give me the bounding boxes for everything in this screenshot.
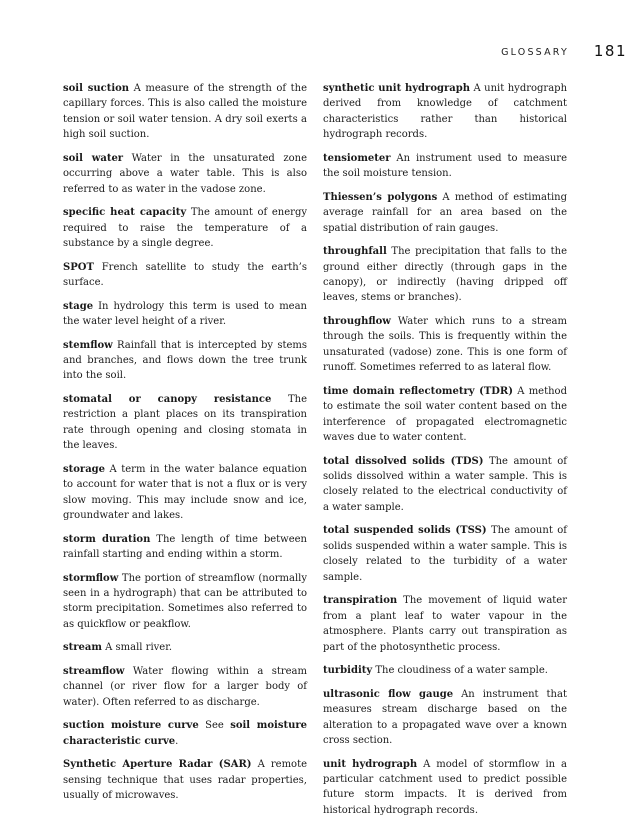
- glossary-entry: [323, 151, 567, 182]
- entry-definition: Water in the unsaturated zone occurring above a water table. This is also referred to as water in the vadose zone.: [63, 152, 307, 195]
- glossary-entry: [323, 687, 567, 749]
- entry-definition: Rainfall that is intercepted by stems and branches, and flows down the tree trunk into the soil.: [63, 339, 307, 382]
- entry-definition: A small river.: [101, 642, 173, 654]
- running-head: [0, 44, 627, 64]
- entry-definition: A remote sensing technique that uses radar properties, usually of microwaves.: [63, 759, 308, 802]
- entry-term: stream: [63, 642, 102, 654]
- glossary-entry: [63, 151, 307, 197]
- glossary-entry: [63, 640, 307, 655]
- glossary-entry: [63, 571, 307, 633]
- entry-definition: An instrument used to measure the soil moisture tension.: [323, 152, 567, 180]
- entry-definition: See: [198, 720, 231, 732]
- entry-term: unit hydrograph: [323, 758, 418, 770]
- glossary-entry: [63, 757, 307, 803]
- glossary-entry: [323, 81, 567, 143]
- glossary-entry: [63, 338, 307, 384]
- entry-definition: The amount of energy required to raise the temperature of a substance by a single degree.: [63, 207, 307, 250]
- entry-term: turbidity: [323, 665, 373, 677]
- entry-term: soil water: [63, 152, 124, 164]
- entry-definition: A term in the water balance equation to account for water that is not a flux or is very slow moving. This may include snow and ice, groundwater and lakes.: [63, 463, 307, 522]
- page-number: 181: [593, 42, 627, 60]
- entry-term: synthetic unit hydrograph: [323, 83, 470, 94]
- glossary-entry: [323, 190, 567, 236]
- glossary-entry: [63, 664, 307, 710]
- entry-punctuation: .: [175, 735, 179, 747]
- glossary-entry: [63, 392, 307, 454]
- glossary-entry: [63, 532, 307, 563]
- entry-term: stomatal or canopy resistance: [63, 394, 272, 406]
- entry-term: stormflow: [63, 572, 119, 584]
- entry-definition: A model of stormflow in a particular catchment used to predict possible future storm impacts. It is derived from historical hydrograph records.: [323, 758, 567, 816]
- entry-term: transpiration: [323, 595, 398, 607]
- entry-definition: The cloudiness of a water sample.: [372, 665, 548, 677]
- glossary-entry: [323, 244, 567, 306]
- entry-term: suction moisture curve: [63, 720, 199, 732]
- entry-term: throughfall: [323, 246, 387, 258]
- glossary-entry: [63, 462, 307, 524]
- glossary-column-right: [323, 81, 567, 826]
- entry-definition: A method of estimating average rainfall for an area based on the spatial distribution of rain gauges.: [323, 191, 567, 234]
- glossary-entry: [63, 205, 307, 251]
- glossary-entry: [63, 260, 307, 291]
- entry-definition: Water flowing within a stream channel (or river flow for a larger body of water). Often referred to as discharge.: [63, 666, 307, 708]
- entry-definition: An instrument that measures stream discharge based on the alteration to a propagated wave over a known cross section.: [323, 688, 567, 746]
- entry-term: specific heat capacity: [63, 207, 187, 219]
- entry-definition: A measure of the strength of the capillary forces. This is also called the moisture tension or soil water tension. A dry soil exerts a high soil suction.: [63, 83, 307, 141]
- entry-definition: The restriction a plant places on its transpiration rate through opening and closing stomata in the leaves.: [63, 394, 307, 452]
- glossary-entry: [323, 757, 567, 819]
- glossary-entry: [63, 299, 307, 330]
- entry-definition: The amount of solids suspended within a water sample. This is closely related to the turbidity of a water sample.: [323, 525, 567, 583]
- glossary-entry: [323, 663, 567, 678]
- entry-term: soil suction: [63, 83, 130, 94]
- entry-term: throughflow: [323, 316, 391, 328]
- entry-term: total dissolved solids (TDS): [323, 455, 484, 467]
- entry-term: total suspended solids (TSS): [323, 525, 487, 537]
- entry-term: time domain reflectometry (TDR): [323, 385, 513, 397]
- entry-term: stemflow: [63, 339, 113, 351]
- entry-definition: The amount of solids dissolved within a water sample. This is closely related to the electrical conductivity of a water sample.: [323, 455, 567, 513]
- entry-term: tensiometer: [323, 152, 391, 164]
- entry-definition: The precipitation that falls to the ground either directly (through gaps in the canopy), or indirectly (having dripped off leaves, stems or branches).: [323, 246, 567, 304]
- section-label: GLOSSARY: [501, 47, 569, 58]
- entry-definition: The length of time between rainfall starting and ending within a storm.: [63, 533, 307, 561]
- entry-term: stage: [63, 300, 94, 312]
- entry-definition: French satellite to study the earth’s surface.: [63, 261, 307, 289]
- entry-definition: A method to estimate the soil water content based on the interference of propagated electromagnetic waves due to water content.: [323, 385, 567, 444]
- glossary-entry: [323, 523, 567, 585]
- entry-term: storage: [63, 463, 106, 475]
- entry-term: SPOT: [63, 261, 94, 273]
- glossary-entry: [323, 454, 567, 516]
- entry-definition: The portion of streamflow (normally seen in a hydrograph) that can be attributed to storm precipitation. Sometimes also referred to as quickflow or peakflow.: [63, 572, 307, 630]
- entry-term: streamflow: [63, 666, 125, 678]
- glossary-entry: [323, 384, 567, 446]
- glossary-column-left: [63, 81, 307, 812]
- entry-term: storm duration: [63, 533, 151, 545]
- entry-term: Synthetic Aperture Radar (SAR): [63, 759, 252, 771]
- glossary-entry: [323, 314, 567, 376]
- entry-term: ultrasonic flow gauge: [323, 688, 454, 700]
- entry-definition: In hydrology this term is used to mean the water level height of a river.: [63, 300, 307, 328]
- entry-definition: A unit hydrograph derived from knowledge of catchment characteristics rather than historical hydrograph records.: [323, 83, 568, 141]
- entry-term: Thiessen’s polygons: [323, 191, 438, 203]
- glossary-entry: [323, 593, 567, 655]
- glossary-entry: [63, 718, 307, 749]
- entry-definition: Water which runs to a stream through the soils. This is frequently within the unsaturated (vadose) zone. This is one form of runoff. Sometimes referred to as lateral flow.: [323, 316, 567, 374]
- entry-definition: The movement of liquid water from a plant leaf to water vapour in the atmosphere. Plants carry out transpiration as part of the photosynthetic process.: [323, 595, 567, 653]
- glossary-entry: [63, 81, 307, 143]
- entry-cross-reference: soil moisture characteristic curve: [63, 720, 307, 747]
